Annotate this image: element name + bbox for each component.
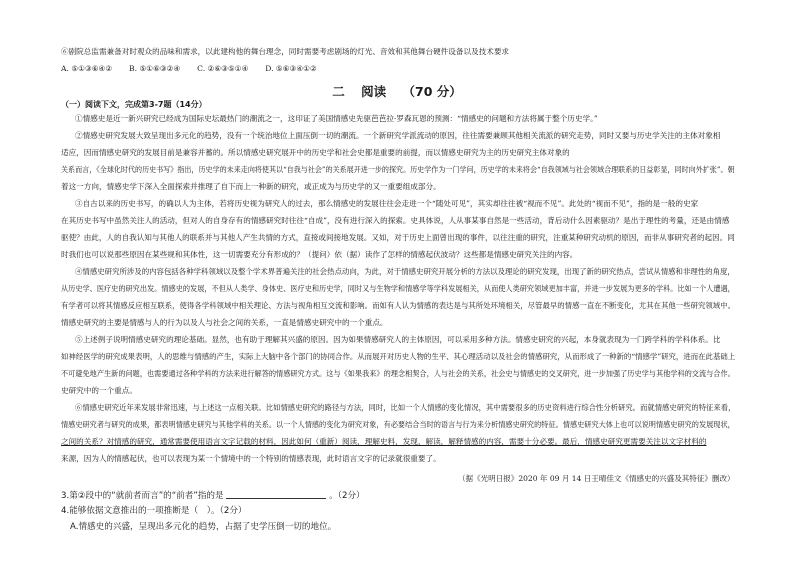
paragraph-4-line: 情感史研究的主要是情感与人的行为以及人与社会之间的关系，一直是情感史研究中的一个重点。 xyxy=(61,318,388,327)
question-3-points: 。（2分） xyxy=(329,491,365,501)
paragraph-4-line: ④情感史研究所涉及的内容包括各种学科领域以及整个学术界普遍关注的社会热点动向，为此，对于情感史研究开展分析的方法以及理论的研究发现，出现了新的研究热点，尝试从情感和非理性的角度， xyxy=(75,267,735,276)
option-a-letter: A. xyxy=(61,64,69,73)
option-b-seq: ⑤①⑥③②④ xyxy=(139,64,181,73)
section-points: （70 分） xyxy=(402,84,462,99)
paragraph-6-line: 情感史研究者与研究的成果，都表明情感史研究与其他学科的关系。以一个人情感的变化为研究对象，有必要结合当时的语言与行为来分析情感史研究的特征。情感史研究大体上也可以说明情感史研究的发展现状， xyxy=(61,420,735,429)
option-d-seq: ⑤⑥③④①② xyxy=(275,64,317,73)
option-d-letter: D. xyxy=(265,64,274,73)
answer-blank[interactable] xyxy=(226,490,326,499)
option-c-seq: ②⑥③⑤①④ xyxy=(207,64,249,73)
paragraph-5-line: 不可避免地产生新的问题，也需要通过各种学科的方法来进行解答的情感研究方式。这与《如果我来》的理念相契合，人与社会的关系，社会史与情感史的交叉研究，进一步加强了历史学与其他学科的交流与合作。 xyxy=(61,369,735,378)
question-4-option-a: A.情感史的兴盛，呈现出多元化的趋势，占据了史学压倒一切的地位。 xyxy=(70,522,337,532)
paragraph-6-line: ⑥情感史研究近年来发展非常迅速，与上述这一点相关联。比如情感史研究的路径与方法，同时，比如一个人情感的变化情况，其中需要很多的历史资料进行综合性分析研究。而就情感史研究的特征来看， xyxy=(75,403,736,412)
paragraph-1-line: ①情感史是近一新兴研究已经成为国际史坛最热门的潮流之一，这印证了美国情感史先驱芭芭拉·罗森瓦恩的预测：“情感史的问题和方法将属于整个历史学。” xyxy=(75,114,598,123)
paragraph-2-line: 适应，因而情感史研究的发展目前是兼容并蓄的。所以情感史研究展开中的历史学和社会史都是重要的前提，而以情感史研究为主的历史研究主体对象的 xyxy=(61,148,570,157)
paragraph-3-line: ③自古以来的历史书写，的确以人为主体，若将历史视为研究人的过去，那么情感史的发展往往会走进一个“随处可见”，其实却往往被“视而不见”。此处的“视而不见”，指的是一般的史家 xyxy=(75,199,699,208)
section-number: 二 xyxy=(332,84,345,99)
paragraph-3-line: 在其历史书写中虽然关注人的活动，但对人的自身存有的情感研究时往往“自成”，没有进行深入的探索。史具体说，人从事某事自然是一些活动，背后动什么因素驱动？是出于理性的考量，还是由情感 xyxy=(61,216,730,225)
paragraph-2-line: 着这一方向，情感史学下深入全面探索并推理了自下而上一种新的研究，或正成为与历史学的又一重要组成部分。 xyxy=(61,182,441,191)
paragraph-5-line: 如神经医学的研究成果表明，人的思维与情感的产生，实际上大脑中各个部门的协同合作。从而展开对历史人物的生平、其心理活动以及社会的情感研究，从而形成了一种新的“情感学”研究，进而在此基础上 xyxy=(61,352,736,361)
paragraph-3-line: 驱使？由此，人的自我认知与其他人的联系并与其他人产生共情的方式，直接或间接地发展。又如，对于历史上面曾出现的事件，以往注重的研究，注重某种研究动机的原因，而非从事研究者的起因。同 xyxy=(61,233,735,242)
paragraph-3-line: 时我们也可以说那些原因在某些规和其体性，这一切需要充分有形成的？（提问）依（据）读作了怎样的情感起伏波动？这些都是情感史研究关注的内容。 xyxy=(61,250,578,259)
paragraph-4-line: 有学者可以将其情感反应相互联系，使得各学科领域中相关理论、方法与视角相互交流和影响。而如有人认为情感的表达是与其所处环境相关，尽管最早的情感一直在不断变化，尤其在其他一些研究领域中。 xyxy=(61,301,736,310)
paragraph-5-line: ⑤上述例子说明情感史研究的理论基础。显然，也有助于理解其兴盛的原因。因为如果情感研究人的主体原因，可以采用多种方法。情感史研究的兴起，本身就表现为一门跨学科的学科体系。比 xyxy=(75,335,721,344)
paragraph-2-line: 关系而言，《全球化时代的历史书写》指出，历史学的未来走向将使其以“自我与社会”的关系展开进一步的探究。历史学作为一门学问，历史学的未来将会“自我领域与社会领域合理联系的日益彰显，同时向外扩张”。朝 xyxy=(61,165,735,174)
paragraph-5-line: 史研究中的一个重点。 xyxy=(61,386,137,395)
question-3 xyxy=(61,490,365,501)
source-citation: （据《光明日报》2020 年 09 月 14 日王晴佳文《情感史的兴盛及其特征》删改） xyxy=(458,474,735,483)
answer-options xyxy=(61,64,317,74)
paragraph-4-line: 从历史学、医疗史的研究出发。情感史的发展，不但从人类学、身体史、医疗史和历史学，同时又与生物学和情感学等学科发展相关，从而使人类研究领域更加丰富，并进一步发展为更多的学科。比如一个人遭遇， xyxy=(61,284,735,293)
option-b-letter: B. xyxy=(129,64,138,73)
option-c-letter: C. xyxy=(197,64,206,73)
top-note-item: ⑥剧院总监需兼备对时观众的品味和需求，以此建构他的舞台理念，同时需要考虑剧场的灯光、音效和其他舞台硬件设备以及技术要求 xyxy=(61,47,510,56)
paragraph-2-line: ②情感史研究发展大致呈现出多元化的趋势，没有一个统治地位上面压倒一切的潮流。一个新研究学派流动的原因，往往需要兼顾其他相关流派的研究走势，同时又要与历史学关注的主体对象相 xyxy=(75,131,721,140)
section-name: 阅读 xyxy=(361,84,387,99)
section-title xyxy=(0,82,794,100)
subsection-heading: （一）阅读下文，完成第3-7题（14分） xyxy=(61,100,207,109)
paragraph-6-underlined-line: 之间的关系？对情感的研究，通常需要使用语言文字记载的材料，因此如何（重新）阅读，理解史料，发现，解读，解释情感的内容，需要十分必要。最后，情感史研究更需要关注以文字材料的 xyxy=(61,437,707,446)
paragraph-6-line: 来源，因为人的情感起伏，也可以表现为某一个情境中的一个特别的情感表现，此时语言文字的记录就很重要了。 xyxy=(61,454,441,463)
question-3-text: 3.第②段中的“就前者而言”的“前者”指的是 xyxy=(61,491,224,501)
question-4: 4.能够依据文意推出的一项推断是（ ）。（2分） xyxy=(61,506,247,516)
option-a-seq: ⑤①③⑥④② xyxy=(71,64,113,73)
